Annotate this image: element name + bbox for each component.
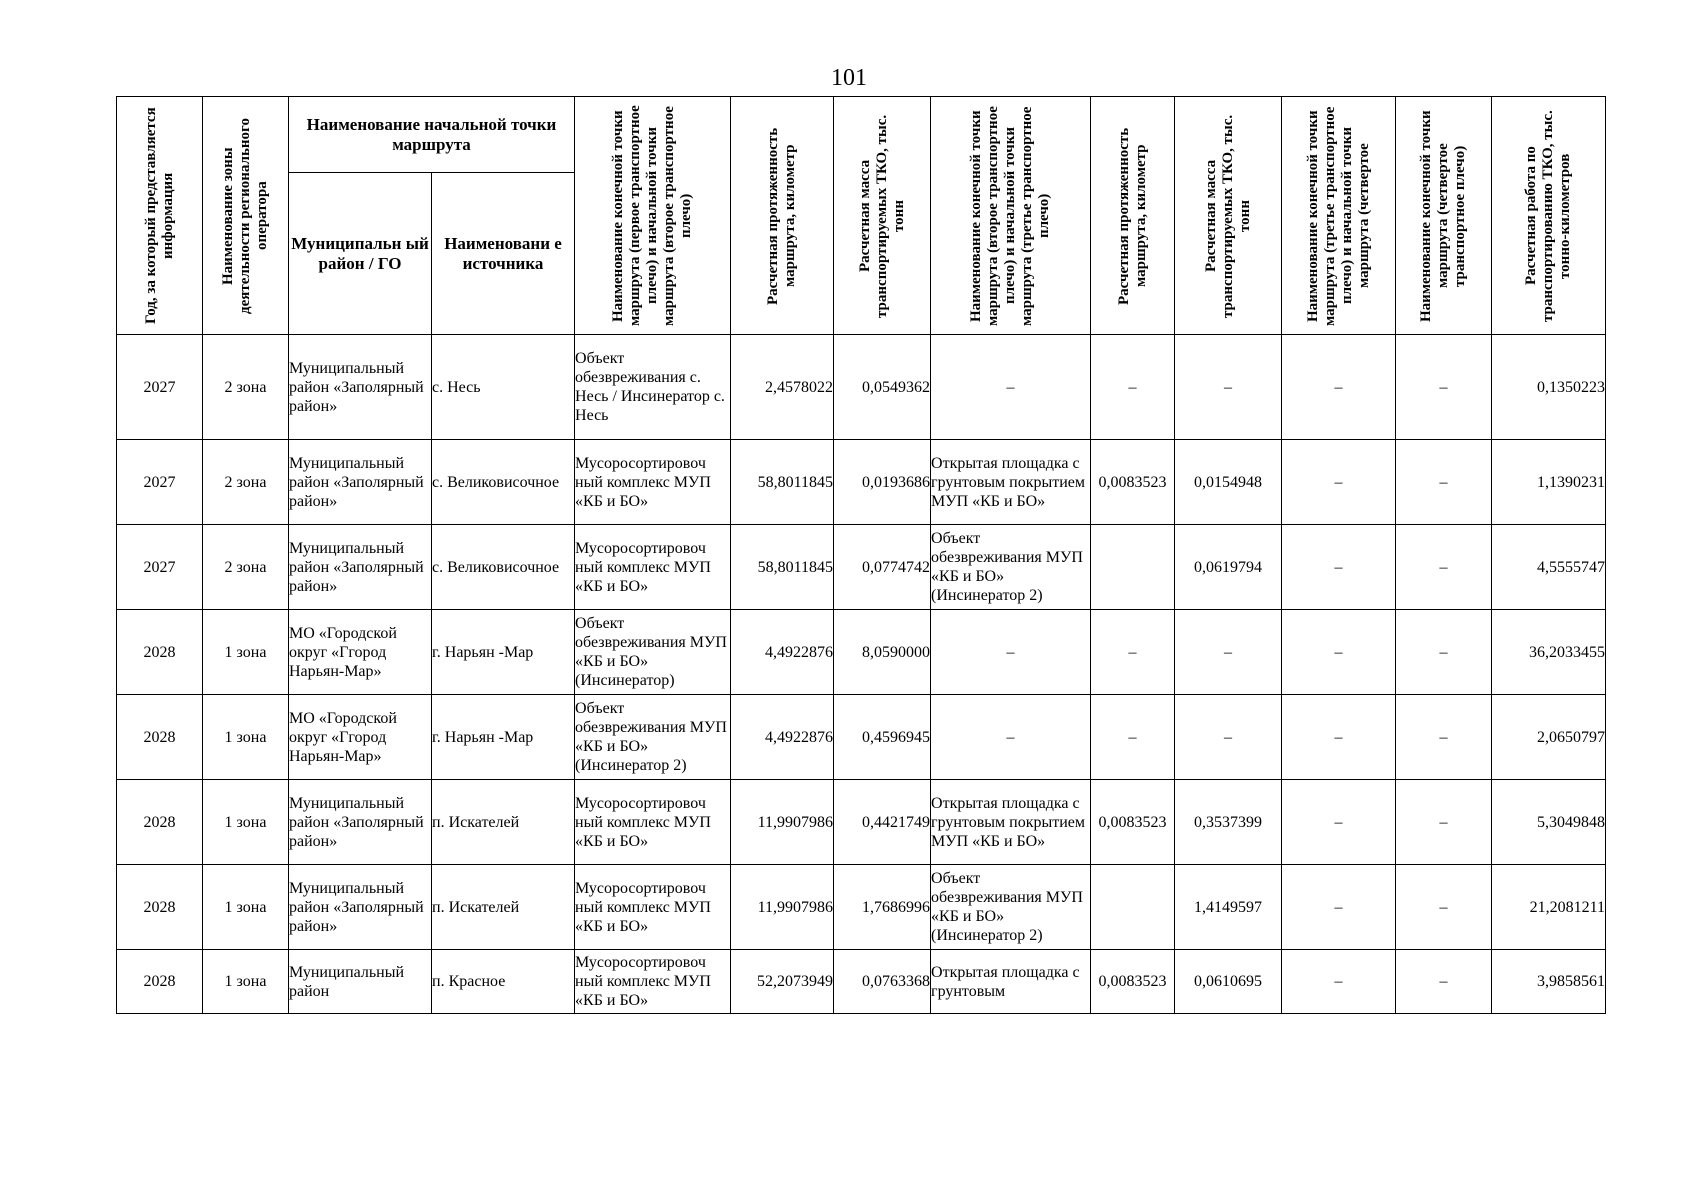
cell-source: с. Великовисочное [432, 440, 575, 525]
cell-length-2: – [1091, 695, 1175, 780]
cell-source: с. Великовисочное [432, 525, 575, 610]
cell-mass-2: 0,0619794 [1175, 525, 1282, 610]
cell-end-point-3: – [1282, 950, 1396, 1014]
cell-end-point-4: – [1396, 950, 1492, 1014]
cell-year: 2028 [117, 610, 203, 695]
table-row [117, 865, 1606, 950]
cell-source: с. Несь [432, 335, 575, 440]
header-mass-1: Расчетная масса транспортируемых ТКО, тыс. тонн [834, 97, 931, 335]
cell-end-point-3: – [1282, 610, 1396, 695]
cell-zone: 2 зона [203, 335, 289, 440]
cell-source: п. Искателей [432, 780, 575, 865]
table-body [117, 335, 1606, 1014]
cell-end-point-4: – [1396, 335, 1492, 440]
header-end-point-4: Наименование конечной точки маршрута (четвертое транспортное плечо) [1396, 97, 1492, 335]
cell-length-2: – [1091, 610, 1175, 695]
cell-end-point-4: – [1396, 780, 1492, 865]
cell-length-2 [1091, 525, 1175, 610]
cell-length-1: 58,8011845 [731, 525, 834, 610]
cell-end-point-4: – [1396, 695, 1492, 780]
cell-transport-work: 3,9858561 [1492, 950, 1606, 1014]
cell-year: 2028 [117, 780, 203, 865]
page-number: 101 [831, 65, 867, 91]
cell-mass-2: 0,0610695 [1175, 950, 1282, 1014]
cell-end-point-2: Открытая площадка с грунтовым [931, 950, 1091, 1014]
cell-length-1: 4,4922876 [731, 610, 834, 695]
header-transport-work: Расчетная работа по транспортированию ТКО, тыс. тонно-километров [1492, 97, 1606, 335]
cell-district: Муниципальный район «Заполярный район» [289, 525, 432, 610]
cell-mass-2: – [1175, 335, 1282, 440]
cell-length-1: 11,9907986 [731, 780, 834, 865]
cell-length-2 [1091, 865, 1175, 950]
cell-mass-1: 0,0549362 [834, 335, 931, 440]
cell-district: МО «Городской округ «Ггород Нарьян-Мар» [289, 610, 432, 695]
header-source-name: Наименовани е источника [432, 173, 575, 335]
cell-year: 2027 [117, 525, 203, 610]
cell-end-point-1: Мусоросортировоч ный комплекс МУП «КБ и БО» [575, 525, 731, 610]
cell-mass-1: 8,0590000 [834, 610, 931, 695]
cell-source: п. Искателей [432, 865, 575, 950]
header-zone: Наименование зоны деятельности регионального оператора [203, 97, 289, 335]
cell-mass-2: 0,3537399 [1175, 780, 1282, 865]
waste-transport-routes-table [116, 96, 1606, 1014]
cell-end-point-1: Объект обезвреживания МУП «КБ и БО» (Инсинератор) [575, 610, 731, 695]
cell-end-point-3: – [1282, 695, 1396, 780]
cell-district: Муниципальный район «Заполярный район» [289, 440, 432, 525]
table-header [117, 97, 1606, 335]
cell-end-point-4: – [1396, 440, 1492, 525]
table-row [117, 695, 1606, 780]
cell-end-point-2: Объект обезвреживания МУП «КБ и БО» (Инсинератор 2) [931, 525, 1091, 610]
header-municipal-district: Муниципальн ый район / ГО [289, 173, 432, 335]
header-length-1: Расчетная протяженность маршрута, километр [731, 97, 834, 335]
cell-mass-1: 1,7686996 [834, 865, 931, 950]
cell-district: Муниципальный район «Заполярный район» [289, 335, 432, 440]
header-year: Год, за который представляется информация [117, 97, 203, 335]
cell-length-2: 0,0083523 [1091, 440, 1175, 525]
cell-district: Муниципальный район «Заполярный район» [289, 780, 432, 865]
cell-mass-1: 0,0193686 [834, 440, 931, 525]
cell-length-1: 11,9907986 [731, 865, 834, 950]
cell-length-1: 2,4578022 [731, 335, 834, 440]
cell-zone: 1 зона [203, 865, 289, 950]
cell-length-2: – [1091, 335, 1175, 440]
cell-length-1: 52,2073949 [731, 950, 834, 1014]
cell-zone: 2 зона [203, 525, 289, 610]
header-end-point-2: Наименование конечной точки маршрута (второе транспортное плечо) и начальной точки маршрута (третье транспортное плечо) [931, 97, 1091, 335]
header-end-point-1: Наименование конечной точки маршрута (первое транспортное плечо) и начальной точки маршрута (второе транспортное плечо) [575, 97, 731, 335]
cell-transport-work: 21,2081211 [1492, 865, 1606, 950]
cell-district: МО «Городской округ «Ггород Нарьян-Мар» [289, 695, 432, 780]
cell-mass-1: 0,0763368 [834, 950, 931, 1014]
cell-year: 2028 [117, 865, 203, 950]
cell-district: Муниципальный район «Заполярный район» [289, 865, 432, 950]
cell-end-point-1: Мусоросортировоч ный комплекс МУП «КБ и БО» [575, 780, 731, 865]
cell-end-point-2: Объект обезвреживания МУП «КБ и БО» (Инсинератор 2) [931, 865, 1091, 950]
cell-end-point-3: – [1282, 335, 1396, 440]
cell-transport-work: 0,1350223 [1492, 335, 1606, 440]
cell-end-point-3: – [1282, 440, 1396, 525]
cell-zone: 2 зона [203, 440, 289, 525]
cell-mass-1: 0,4596945 [834, 695, 931, 780]
cell-transport-work: 36,2033455 [1492, 610, 1606, 695]
cell-end-point-2: Открытая площадка с грунтовым покрытием МУП «КБ и БО» [931, 440, 1091, 525]
cell-end-point-1: Объект обезвреживания с. Несь / Инсинератор с. Несь [575, 335, 731, 440]
cell-transport-work: 5,3049848 [1492, 780, 1606, 865]
header-mass-2: Расчетная масса транспортируемых ТКО, тыс. тонн [1175, 97, 1282, 335]
cell-end-point-1: Мусоросортировоч ный комплекс МУП «КБ и БО» [575, 440, 731, 525]
table-row [117, 440, 1606, 525]
header-end-point-3: Наименование конечной точки маршрута (третье транспортное плечо) и начальной точки маршрута (четвертое [1282, 97, 1396, 335]
cell-year: 2028 [117, 950, 203, 1014]
cell-end-point-1: Мусоросортировоч ный комплекс МУП «КБ и БО» [575, 865, 731, 950]
cell-source: г. Нарьян -Мар [432, 695, 575, 780]
table-row [117, 610, 1606, 695]
cell-zone: 1 зона [203, 610, 289, 695]
cell-end-point-4: – [1396, 525, 1492, 610]
cell-mass-2: 0,0154948 [1175, 440, 1282, 525]
cell-end-point-2: – [931, 610, 1091, 695]
cell-mass-2: 1,4149597 [1175, 865, 1282, 950]
cell-zone: 1 зона [203, 950, 289, 1014]
cell-length-1: 4,4922876 [731, 695, 834, 780]
cell-length-2: 0,0083523 [1091, 780, 1175, 865]
cell-zone: 1 зона [203, 695, 289, 780]
cell-year: 2027 [117, 440, 203, 525]
cell-length-1: 58,8011845 [731, 440, 834, 525]
cell-transport-work: 1,1390231 [1492, 440, 1606, 525]
cell-end-point-2: Открытая площадка с грунтовым покрытием МУП «КБ и БО» [931, 780, 1091, 865]
cell-transport-work: 2,0650797 [1492, 695, 1606, 780]
cell-mass-2: – [1175, 610, 1282, 695]
cell-end-point-2: – [931, 695, 1091, 780]
header-start-point-group: Наименование начальной точки маршрута [289, 97, 575, 173]
cell-source: г. Нарьян -Мар [432, 610, 575, 695]
cell-source: п. Красное [432, 950, 575, 1014]
cell-end-point-1: Объект обезвреживания МУП «КБ и БО» (Инсинератор 2) [575, 695, 731, 780]
cell-year: 2028 [117, 695, 203, 780]
cell-transport-work: 4,5555747 [1492, 525, 1606, 610]
cell-mass-1: 0,4421749 [834, 780, 931, 865]
cell-end-point-3: – [1282, 525, 1396, 610]
cell-mass-2: – [1175, 695, 1282, 780]
cell-mass-1: 0,0774742 [834, 525, 931, 610]
cell-zone: 1 зона [203, 780, 289, 865]
cell-end-point-4: – [1396, 865, 1492, 950]
table-row [117, 950, 1606, 1014]
table-row [117, 780, 1606, 865]
cell-end-point-3: – [1282, 865, 1396, 950]
cell-end-point-3: – [1282, 780, 1396, 865]
cell-length-2: 0,0083523 [1091, 950, 1175, 1014]
table-row [117, 335, 1606, 440]
cell-end-point-2: – [931, 335, 1091, 440]
cell-year: 2027 [117, 335, 203, 440]
cell-end-point-4: – [1396, 610, 1492, 695]
header-length-2: Расчетная протяженность маршрута, километр [1091, 97, 1175, 335]
cell-district: Муниципальный район [289, 950, 432, 1014]
cell-end-point-1: Мусоросортировоч ный комплекс МУП «КБ и БО» [575, 950, 731, 1014]
table-row [117, 525, 1606, 610]
